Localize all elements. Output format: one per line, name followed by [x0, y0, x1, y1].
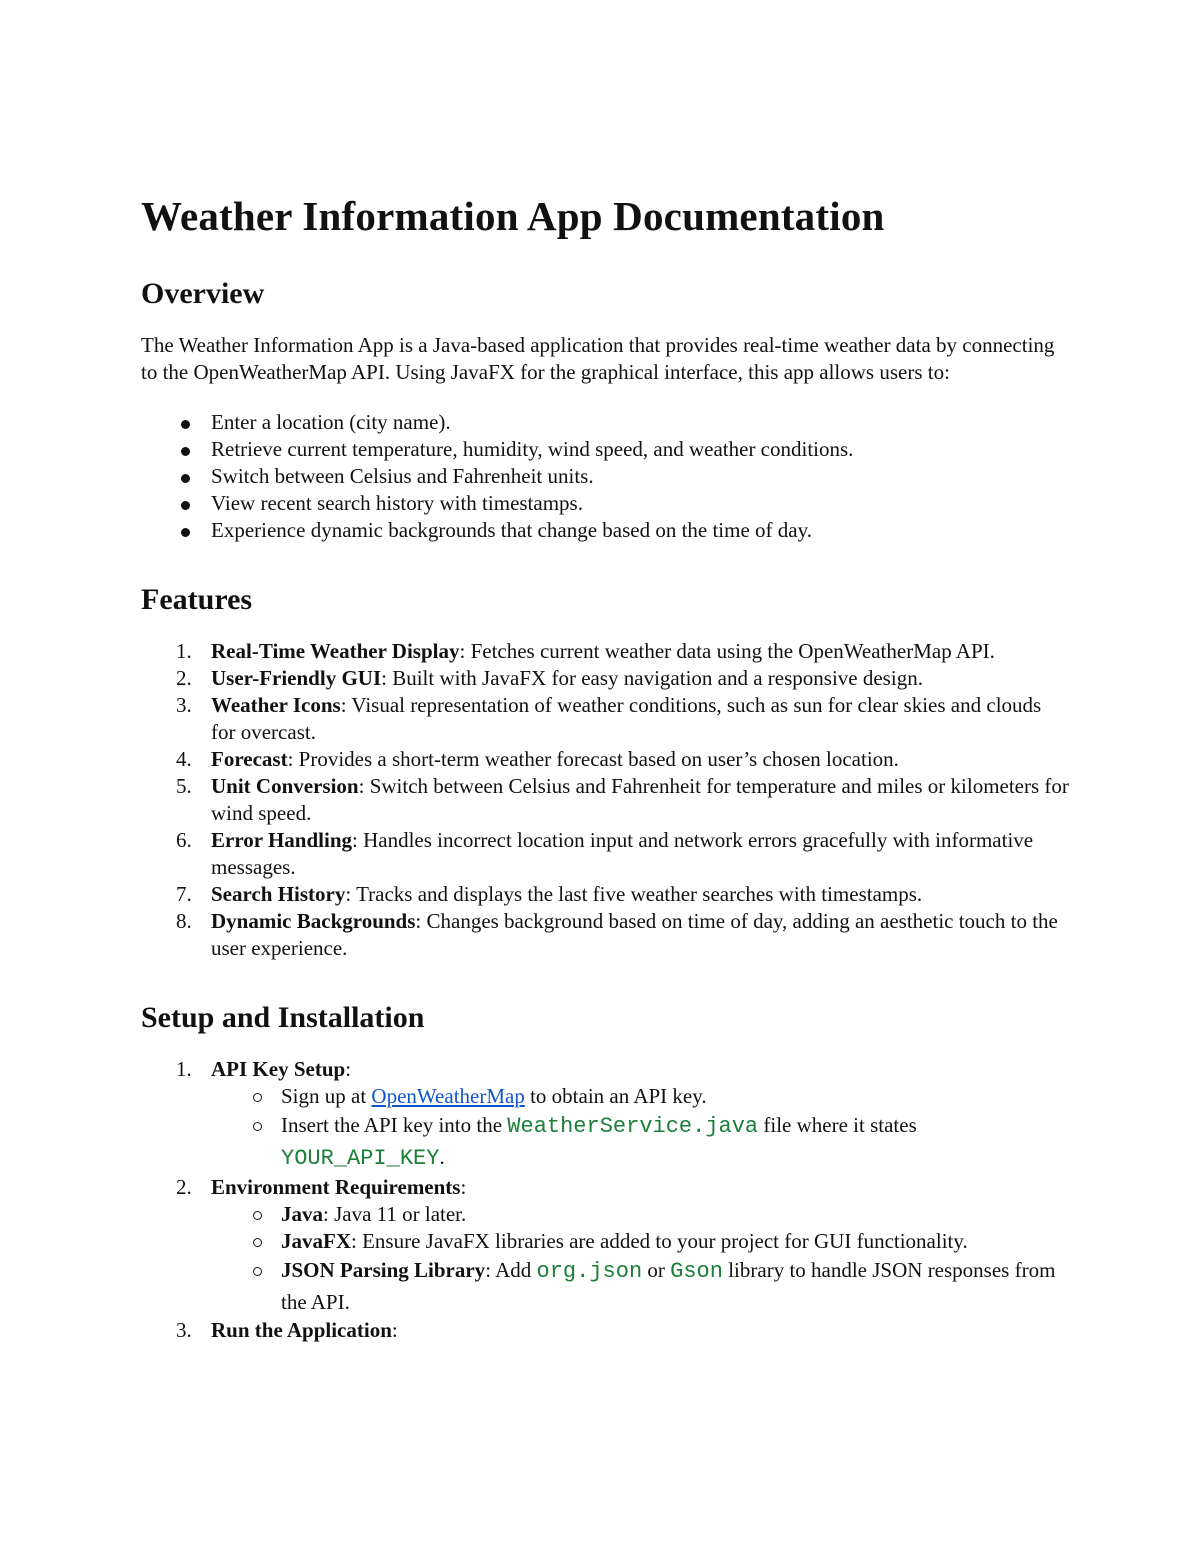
environment-substeps	[211, 1201, 1070, 1317]
feature-item: 7. Search History: Tracks and displays the last five weather searches with timestamps.	[176, 882, 923, 906]
setup-steps-list	[141, 1056, 1070, 1344]
feature-item: 4. Forecast: Provides a short-term weather forecast based on user’s chosen location.	[176, 747, 899, 771]
feature-item: 2. User-Friendly GUI: Built with JavaFX for easy navigation and a responsive design.	[176, 666, 923, 690]
bullet-icon	[181, 501, 190, 510]
code-org-json: org.json	[536, 1259, 643, 1284]
list-item: Enter a location (city name).	[141, 409, 1070, 436]
features-list	[141, 638, 1070, 962]
code-weatherservice: WeatherService.java	[507, 1114, 759, 1139]
feature-item: 8. Dynamic Backgrounds: Changes background based on time of day, adding an aesthetic touch to the user experience.	[176, 909, 1058, 960]
bullet-icon	[181, 474, 190, 483]
list-item: Sign up at OpenWeatherMap to obtain an API key.	[211, 1083, 1070, 1110]
feature-term: Error Handling	[211, 828, 353, 852]
circle-bullet-icon	[253, 1093, 262, 1102]
feature-item: 1. Real-Time Weather Display: Fetches current weather data using the OpenWeatherMap API.	[176, 639, 995, 663]
openweathermap-link[interactable]: OpenWeatherMap	[371, 1084, 525, 1108]
circle-bullet-icon	[253, 1267, 262, 1276]
feature-item: 6. Error Handling: Handles incorrect location input and network errors gracefully with informative messages.	[176, 828, 1034, 879]
feature-term: User-Friendly GUI	[211, 666, 382, 690]
circle-bullet-icon	[253, 1122, 262, 1131]
list-item: Switch between Celsius and Fahrenheit units.	[141, 463, 1070, 490]
overview-paragraph: The Weather Information App is a Java-based application that provides real-time weather data by connecting to the OpenWeatherMap API. Using JavaFX for the graphical interface, this app allows users to:	[141, 333, 1055, 384]
feature-item: 5. Unit Conversion: Switch between Celsius and Fahrenheit for temperature and miles or kilometers for wind speed.	[176, 774, 1069, 825]
setup-heading: Setup and Installation	[141, 1001, 425, 1034]
step-term: API Key Setup	[211, 1057, 346, 1081]
feature-term: Search History	[211, 882, 346, 906]
step-term: Run the Application	[211, 1318, 392, 1342]
list-item: JSON Parsing Library: Add org.json or Gson library to handle JSON responses from the API.	[211, 1255, 1070, 1317]
features-heading: Features	[141, 583, 253, 616]
setup-step-run: 3. Run the Application:	[176, 1318, 398, 1342]
overview-heading: Overview	[141, 277, 265, 310]
feature-term: Unit Conversion	[211, 774, 359, 798]
list-item: Insert the API key into the WeatherService.java file where it states YOUR_API_KEY.	[211, 1110, 1070, 1174]
document-title: Weather Information App Documentation	[141, 193, 885, 239]
feature-term: Weather Icons	[211, 693, 341, 717]
list-item: View recent search history with timestamps.	[141, 490, 1070, 517]
step-term: Environment Requirements	[211, 1175, 461, 1199]
circle-bullet-icon	[253, 1211, 262, 1220]
list-item: Java: Java 11 or later.	[211, 1201, 1070, 1228]
bullet-icon	[181, 420, 190, 429]
list-item: Retrieve current temperature, humidity, wind speed, and weather conditions.	[141, 436, 1070, 463]
setup-step-environment: 2. Environment Requirements: Java: Java 11 or later. JavaFX: Ensure JavaFX libraries are added to your project for GUI functionality. JSON Parsing Library: Add org.json or Gson library to handle JSON responses from the API.	[141, 1174, 1070, 1317]
bullet-icon	[181, 447, 190, 456]
feature-term: Dynamic Backgrounds	[211, 909, 416, 933]
api-key-substeps	[211, 1083, 1070, 1174]
feature-item: 3. Weather Icons: Visual representation of weather conditions, such as sun for clear skies and clouds for overcast.	[176, 693, 1042, 744]
list-item: Experience dynamic backgrounds that change based on the time of day.	[141, 517, 1070, 544]
feature-term: Forecast	[211, 747, 288, 771]
list-item: JavaFX: Ensure JavaFX libraries are added to your project for GUI functionality.	[211, 1228, 1070, 1255]
code-api-key-placeholder: YOUR_API_KEY	[281, 1146, 440, 1171]
feature-term: Real-Time Weather Display	[211, 639, 460, 663]
code-gson: Gson	[670, 1259, 723, 1284]
bullet-icon	[181, 528, 190, 537]
overview-bullet-list	[141, 409, 1070, 544]
circle-bullet-icon	[253, 1238, 262, 1247]
setup-step-api-key: 1. API Key Setup: Sign up at OpenWeatherMap to obtain an API key. Insert the API key into the WeatherService.java file where it states YOUR_API_KEY.	[141, 1056, 1070, 1174]
